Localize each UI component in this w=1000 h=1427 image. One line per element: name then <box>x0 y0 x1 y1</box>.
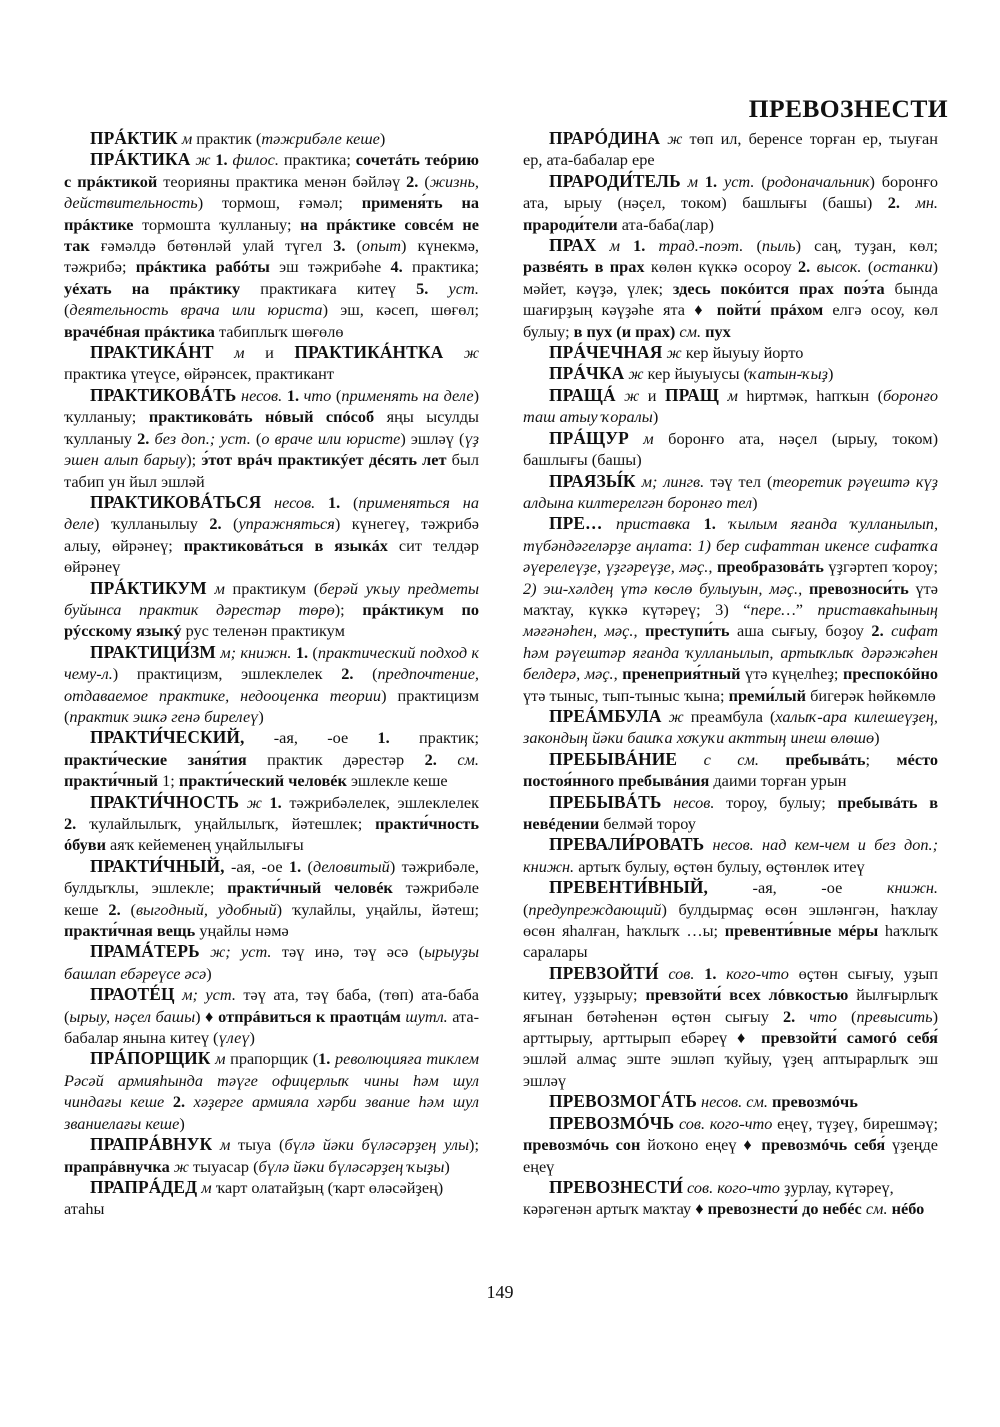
dictionary-entry <box>64 941 479 984</box>
entry-headword: ПРАЩÁ <box>549 384 616 405</box>
entry-definition: ж и ПРАЩ м һиртмәк, һапҡын (боронғо таш атыу ҡоралы) <box>523 384 938 427</box>
entry-headword: ПРАМÁТЕРЬ <box>90 941 200 962</box>
entry-headword: ПРАОТÉЦ <box>90 984 175 1005</box>
entry-headword: ПРЕВЕНТИ́ВНЫЙ, <box>549 877 708 898</box>
entry-headword: ПРЕВОЗНЕСТИ́ <box>549 1176 683 1197</box>
entry-headword: ПРЕВАЛИ́РОВАТЬ <box>549 834 705 855</box>
dictionary-entry <box>523 963 938 1091</box>
entry-definition: м 1. трад.-поэт. (пыль) саң, туҙан, көл; развéять в прах көлөн күккә осороу 2. высок. (останки) мәйет, кәүҙә, үлек; здесь покóится прах поэ́та бында шағирҙың кәүҙәһе ята ♦ пойти́ прáхом елгә осоу, көл булыу; в пух (и прах) см. пух <box>523 236 939 341</box>
entry-headword: ПРАРОДИ́ТЕЛЬ <box>549 170 681 191</box>
entry-definition: ж 1. филос. практика; сочетáть теóрию с прáктикой теорияны практика менән бәйләү 2. (жизнь, действительность) тормош, ғәмәл; применя́ть на прáктике тормошта ҡулланыу; на прáктике совсéм не так ғәмәлдә бөтөнләй улай түгел 3. (опыт) күнекмә, тәжрибә; прáктика рабóты эш тәжрибәһе 4. практика; уéхать на прáктику практикаға китеү 5. уст. (деятельность врача или юриста) эш, кәсеп, шөғөл; врачéбная прáктика табиплыҡ шөғөлө <box>64 150 480 341</box>
dictionary-entry <box>523 749 938 792</box>
entry-headword: ПРЕБЫВÁТЬ <box>549 791 662 812</box>
entry-definition: с см. пребывáть; мéсто постоя́нного пребывáния даими торған урын <box>523 749 938 791</box>
entry-headword: ПРАКТИ́ЧНЫЙ, <box>90 855 225 876</box>
entry-headword: ПРАКТИКÁНТ <box>90 342 214 363</box>
dictionary-entry <box>64 128 479 149</box>
entry-definition: несов. см. превозмóчь <box>701 1092 858 1112</box>
two-column-body <box>64 128 938 1220</box>
entry-headword: ПРÁКТИКУМ <box>90 577 207 598</box>
entry-definition: сов. кого-что еңеү, түҙеү, бирешмәү; превозмóчь сон йоҡоно еңеү ♦ превозмóчь себя́ үҙеңде еңеү <box>523 1113 939 1176</box>
running-head: ПРЕВОЗНЕСТИ <box>748 94 948 123</box>
dictionary-entry <box>523 877 938 963</box>
entry-definition: м ҡарт олатайҙың (ҡарт өләсәйҙең) атаһы <box>64 1177 444 1219</box>
entry-headword: ПРÁЩУР <box>549 427 629 448</box>
dictionary-entry <box>523 471 938 514</box>
entry-definition: ж 1. тәжрибәлелек, эшлеклелек 2. ҡулайлылыҡ, уңайлылыҡ, йәтешлек; практи́чность óбуви аяҡ кейеменең уңайлылығы <box>64 792 479 855</box>
entry-definition: ж преамбула (халыҡ-ара килешеүҙең, закондың йәки башҡа хоҡуҡи акттың инеш өлөшө) <box>523 706 939 748</box>
dictionary-entry <box>523 128 938 171</box>
dictionary-entry <box>64 792 479 856</box>
dictionary-entry <box>64 856 479 942</box>
entry-definition: приставка 1. ҡылым яғанда ҡулланылып, түбәндәгеләрҙе аңлата: 1) бер сифаттан икенсе сифатҡа әүерелеүҙе, үҙгәреүҙе, мәҫ., преобразовáть үҙгәртеп ҡороу; 2) эш-хәлдең үтә көслө булыуын, мәҫ., превозноси́ть үтә маҡтау, күккә күтәреү; 3) “пере…” приставкаһының мәғәнәһен, мәҫ., преступи́ть аша сығыу, боҙоу 2. сифат һәм рәүештәр яғанда ҡулланылып, артыҡлыҡ дәрәжәһен белдерә, мәҫ., пренеприя́тный үтә күңелһеҙ; преспокóйно үтә тыныс, тып-тыныс ҡына; преми́лый бигерәк һөйкөмлө <box>523 514 939 705</box>
entry-definition: ж; уст. тәү инә, тәү әсә (ырыуҙы башлап ебәреүсе әсә) <box>64 942 480 983</box>
entry-definition: несов. 1. что (применять на деле) ҡулланыу; практиковáть нóвый спóсоб яңы ысулды ҡулланыу 2. без доп.; уст. (о враче или юристе) эшләү (үҙ эшен алып барыу); э́тот врáч практикýет дéсять лет был табип ун йыл эшләй <box>64 385 480 491</box>
column-left <box>64 128 479 1220</box>
dictionary-entry <box>523 1091 938 1112</box>
entry-definition: ж төп ил, беренсе торған ер, тыуған ер, ата-бабалар ере <box>523 129 938 170</box>
dictionary-entry <box>523 235 938 342</box>
entry-headword: ПРАПРÁДЕД <box>90 1176 198 1197</box>
dictionary-entry <box>64 727 479 791</box>
dictionary-entry <box>64 1048 479 1134</box>
entry-definition: м 1. уст. (родоначальник) боронғо ата, ырыу (нәҫел, током) башлығы (башы) 2. мн. прароди́тели ата-баба(лар) <box>523 171 939 234</box>
dictionary-entry <box>523 385 938 428</box>
entry-headword: ПРÁЧКА <box>549 363 625 384</box>
entry-headword: ПРАКТИ́ЧЕСКИЙ, <box>90 727 245 748</box>
entry-definition: сов. 1. кого-что өҫтөн сығыу, уҙып китеү, уҙҙырыу; превзойти́ всех лóвкостью йылғырлыҡ яғынан бөтәһенән өҫтөн сығыу 2. что (превысить) арттырыу, арттырып ебәреү ♦ превзойти́ самогó себя́ эшләй алмаҫ эште эшләп ҡуйыу, үҙең аптырарлыҡ эш эшләү <box>523 963 938 1090</box>
dictionary-entry <box>523 363 938 384</box>
entry-definition: м практикум (берәй уҡыу предметы буйынса практик дәрестәр төрө); прáктикум по рýсскому языкý рус теленән практикум <box>64 578 479 641</box>
column-right <box>523 128 938 1220</box>
entry-definition: -ая, -ое 1. практик; практи́ческие заня́тия практик дәрестәр 2. см. практи́чный 1; практи́ческий человéк эшлекле кеше <box>64 728 479 791</box>
entry-definition: -ая, -ое книжн. (предупреждающий) булдырмаҫ өсөн эшләнгән, һаҡлау өсөн яһалған, һаҡлыҡ …ы; превенти́вные мéры һаҡлыҡ саралары <box>523 878 938 962</box>
dictionary-entry <box>64 385 479 492</box>
entry-definition: -ая, -ое 1. (деловитый) тәжрибәле, булдыҡлы, эшлекле; практи́чный человéк тәжрибәле кеше 2. (выгодный, удобный) ҡулайлы, уңайлы, йәтеш; практи́чная вещь уңайлы нәмә <box>64 856 480 941</box>
entry-definition: сов. кого-что ҙурлау, күтәреү, кәрәгенән артыҡ маҡтау ♦ превознести́ до небéс см. нéбо <box>523 1177 925 1219</box>
dictionary-entry <box>523 428 938 471</box>
entry-definition: несов. над кем-чем и без доп.; книжн. артыҡ булыу, өҫтөн булыу, өҫтөнлөк итеү <box>523 835 938 876</box>
entry-definition: м практик (тәжрибәле кеше) <box>181 129 386 148</box>
entry-headword: ПРЕВОЗМÓЧЬ <box>549 1112 675 1133</box>
dictionary-entry <box>64 342 479 385</box>
dictionary-entry <box>64 984 479 1048</box>
entry-headword: ПРАХ <box>549 235 597 256</box>
entry-headword: ПРÁПОРЩИК <box>90 1048 211 1069</box>
entry-headword: ПРЕВОЗМОГÁТЬ <box>549 1091 697 1112</box>
dictionary-entry <box>64 578 479 642</box>
dictionary-entry <box>64 1177 479 1220</box>
entry-definition: м и ПРАКТИКÁНТКА ж практика үтеүсе, өйрәнсек, практикант <box>64 342 479 384</box>
entry-headword: ПРЕ… <box>549 513 603 534</box>
entry-headword: ПРÁКТИК <box>90 128 178 148</box>
entry-headword: ПРАКТИЦИ́ЗМ <box>90 641 216 662</box>
entry-headword: ПРАКТИКОВÁТЬ <box>90 384 237 405</box>
entry-definition: несов. тороу, булыу; пребывáть в невéдении белмәй тороу <box>523 792 938 833</box>
dictionary-entry <box>523 1177 938 1220</box>
entry-headword: ПРЕВЗОЙТИ́ <box>549 962 659 983</box>
entry-definition: м; книжн. 1. (практический подход к чему-л.) практицизм, эшлеклелек 2. (предпочтение, отдаваемое практике, недооценка теории) практицизм (практик эшкә генә бирелеү) <box>64 642 480 726</box>
dictionary-entry <box>523 513 938 706</box>
dictionary-entry <box>523 834 938 877</box>
dictionary-entry <box>64 1134 479 1177</box>
dictionary-entry <box>64 642 479 728</box>
entry-headword: ПРАРÓДИНА <box>549 128 661 148</box>
entry-definition: ж кер йыуыу йорто <box>666 343 804 363</box>
entry-headword: ПРАКТИКОВÁТЬСЯ <box>90 491 262 512</box>
entry-definition: м; лингв. тәү тел (теоретик рәүештә күҙ алдына килтерелгән боронғо тел) <box>523 471 938 512</box>
dictionary-entry <box>523 171 938 235</box>
entry-definition: ж кер йыуыусы (ҡатын-ҡыҙ) <box>628 364 834 384</box>
dictionary-entry <box>64 492 479 578</box>
entry-headword: ПРЕБЫВÁНИЕ <box>549 748 678 769</box>
dictionary-entry <box>523 342 938 363</box>
page-number: 149 <box>486 1282 514 1302</box>
entry-headword: ПРÁЧЕЧНАЯ <box>549 342 663 363</box>
entry-headword: ПРАКТИ́ЧНОСТЬ <box>90 791 240 812</box>
entry-headword: ПРЕÁМБУЛА <box>549 705 662 726</box>
dictionary-entry <box>523 706 938 749</box>
entry-definition: м прапорщик (1. революцияға тиклем Рәсәй армияһында тәүге офицерлыҡ чины һәм шул чиндағы кеше 2. хәҙерге армияла хәрби звание һәм шул званиелағы кеше) <box>64 1049 479 1133</box>
entry-headword: ПРАПРÁВНУК <box>90 1134 213 1155</box>
entry-definition: м боронғо ата, нәҫел (ырыу, током) башлығы (башы) <box>523 428 938 470</box>
entry-definition: несов. 1. (применяться на деле) ҡулланылыу 2. (упражняться) күнегеү, тәжрибә алыу, өйрәнеү; практиковáться в языкáх сит телдәр өйрәнеү <box>64 492 479 577</box>
dictionary-entry <box>523 1113 938 1177</box>
entry-headword: ПРАЯЗЫ́К <box>549 470 636 491</box>
dictionary-entry <box>523 792 938 835</box>
entry-definition: м; уст. тәү ата, тәү баба, (төп) ата-баба (ырыу, нәҫел башы) ♦ отпрáвиться к праотцáм шутл. ата-бабалар янына китеү (үлеү) <box>64 985 479 1048</box>
entry-definition: м тыуа (бүлә йәки бүләсәрҙең улы); прапрáвнучка ж тыуасар (бүлә йәки бүләсәрҙең ҡыҙы) <box>64 1135 479 1176</box>
dictionary-entry <box>64 149 479 342</box>
entry-headword: ПРÁКТИКА <box>90 149 191 170</box>
